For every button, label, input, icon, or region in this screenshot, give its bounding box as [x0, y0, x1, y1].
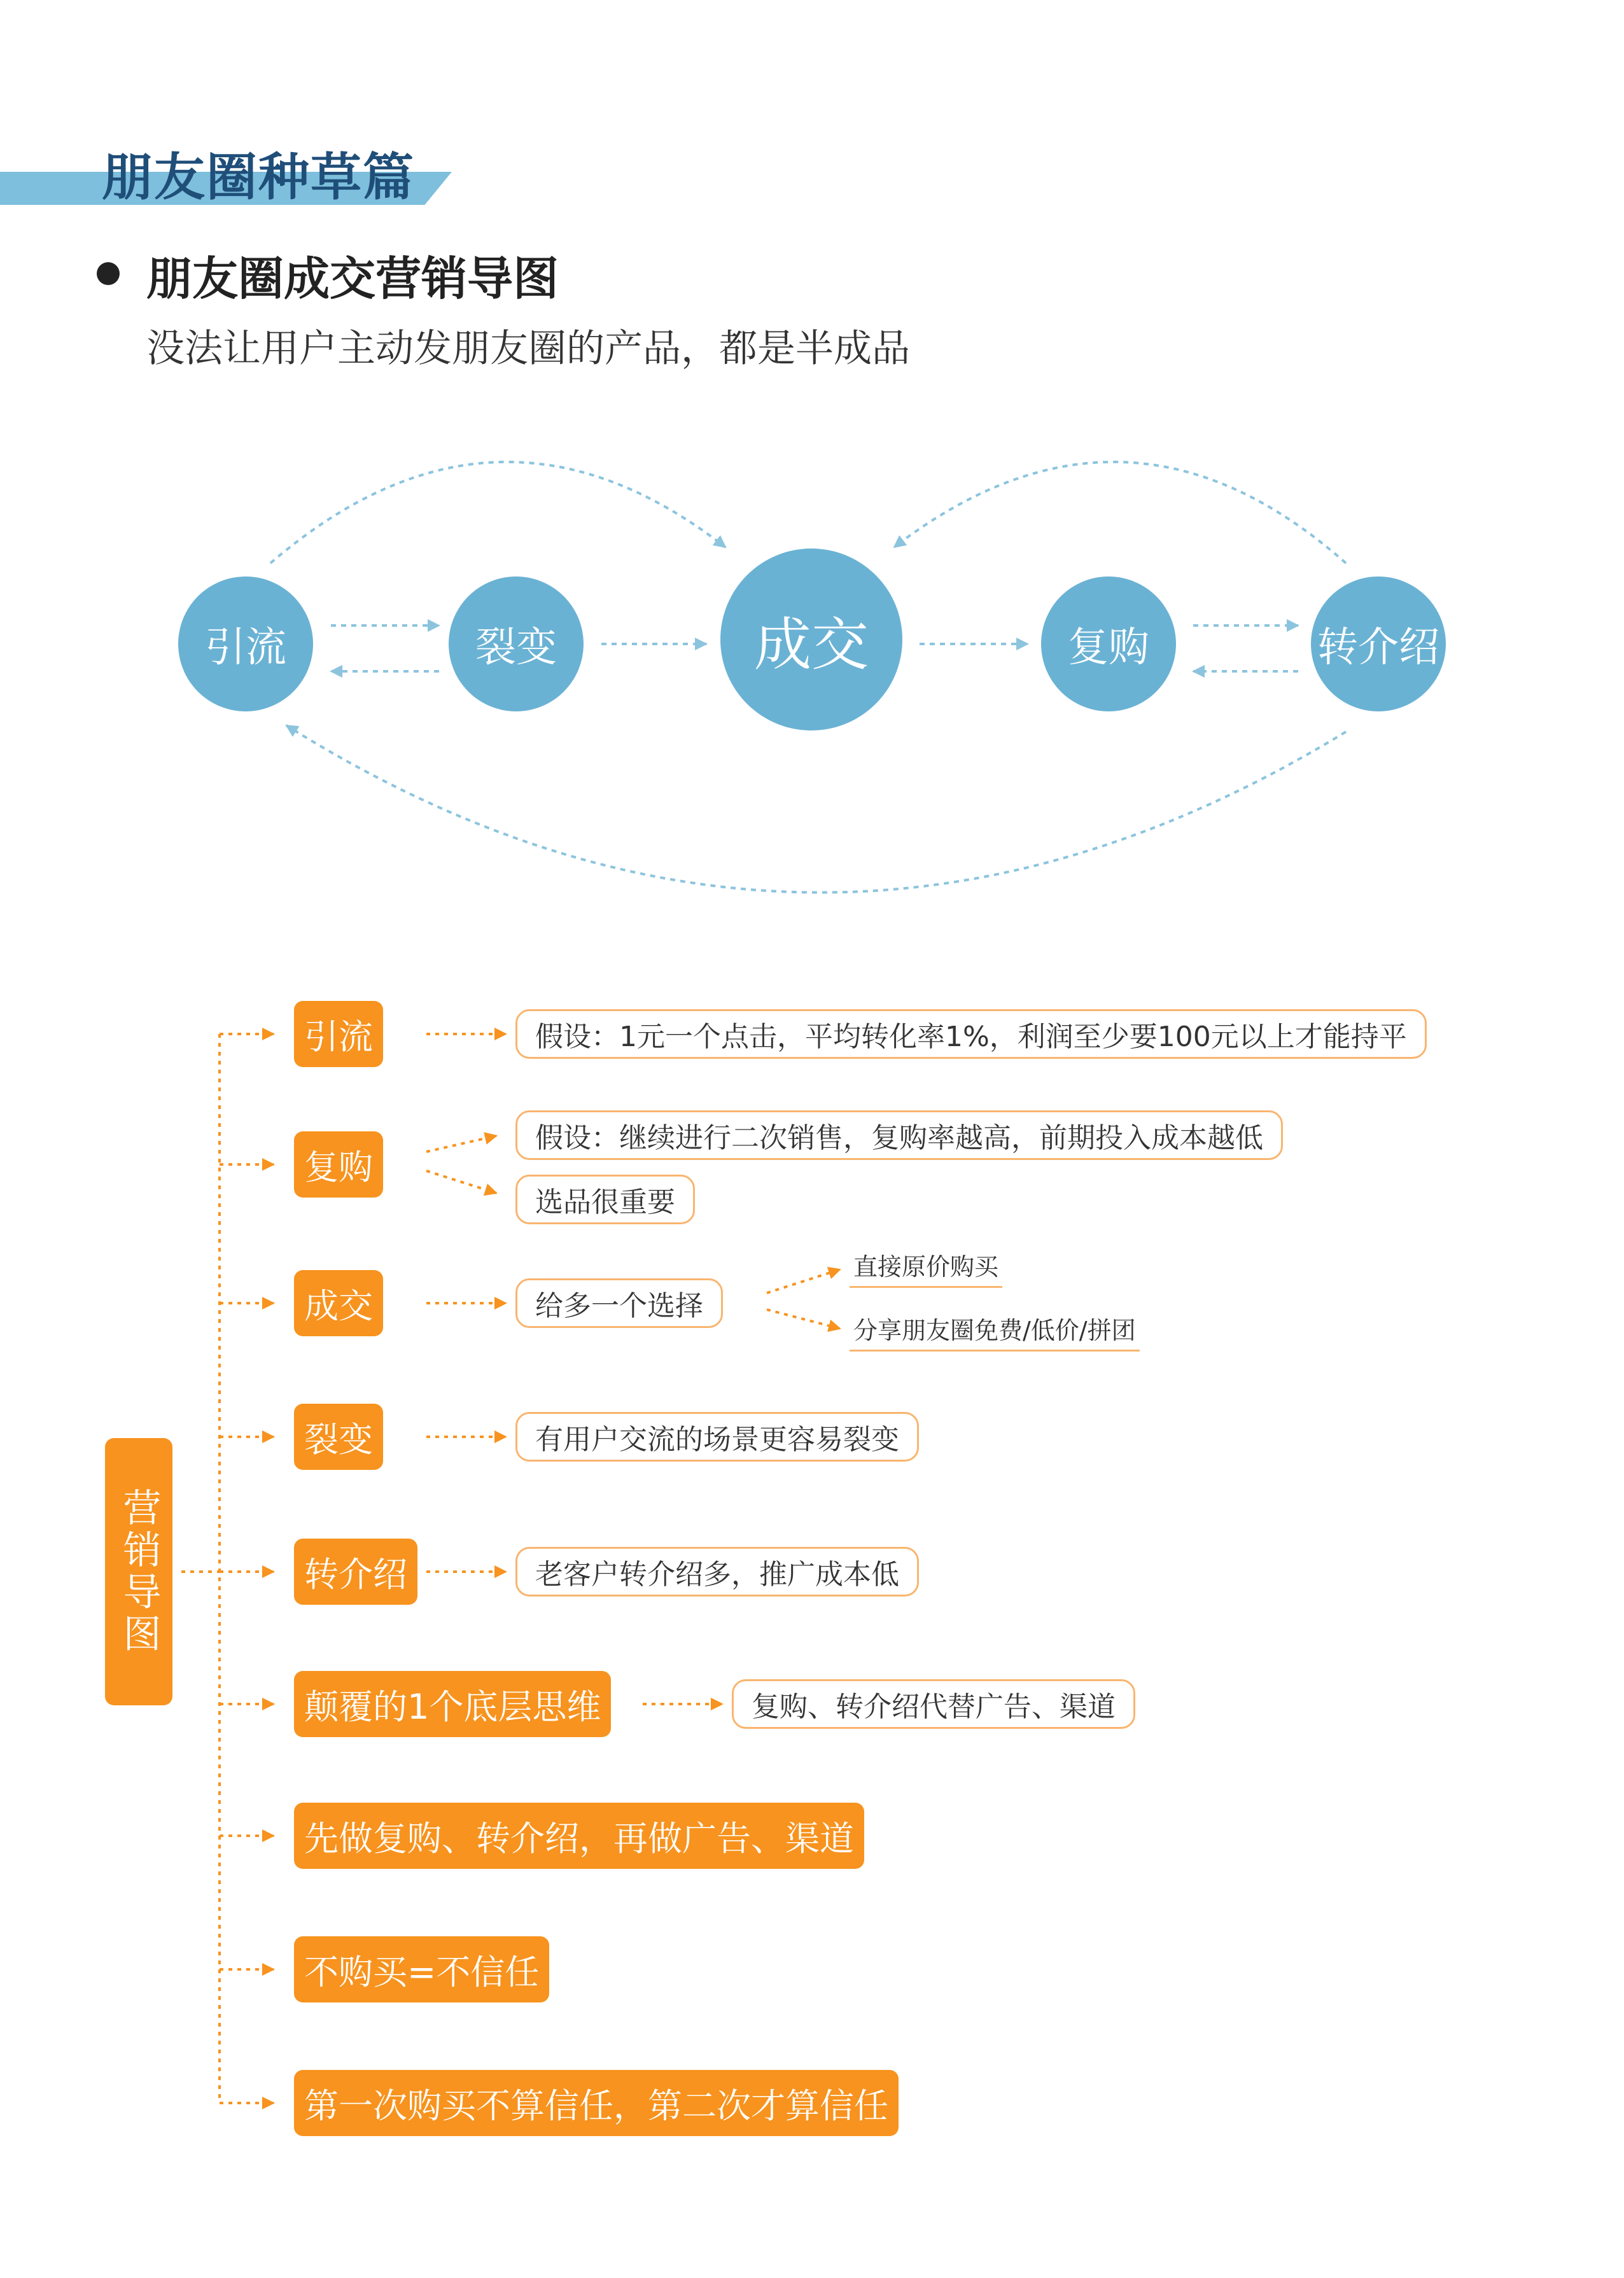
cycle-node-traffic: 引流: [178, 576, 313, 711]
detail-traffic-assumption: 假设：1元一个点击，平均转化率1%，利润至少要100元以上才能持平: [515, 1009, 1427, 1059]
detail-repurchase-assumption: 假设：继续进行二次销售，复购率越高，前期投入成本越低: [515, 1110, 1283, 1160]
detail-product-selection: 选品很重要: [515, 1175, 695, 1224]
branch-fission: 裂变: [294, 1404, 383, 1470]
detail-referral-cost: 老客户转介绍多，推广成本低: [515, 1547, 919, 1597]
branch-priority: 先做复购、转介绍，再做广告、渠道: [294, 1803, 864, 1869]
cycle-node-repurchase: 复购: [1041, 576, 1176, 711]
leaf-share-discount: 分享朋友圈免费/低价/拼团: [850, 1311, 1140, 1352]
detail-replace-ads: 复购、转介绍代替广告、渠道: [732, 1679, 1135, 1729]
branch-traffic: 引流: [294, 1001, 383, 1067]
section-title: 朋友圈种草篇: [102, 148, 415, 207]
subsection-title: 朋友圈成交营销导图: [146, 252, 559, 305]
cycle-node-fission: 裂变: [449, 576, 584, 711]
branch-referral: 转介绍: [294, 1539, 417, 1605]
leaf-full-price: 直接原价购买: [850, 1247, 1002, 1288]
detail-offer-choice: 给多一个选择: [515, 1278, 723, 1328]
branch-repurchase: 复购: [294, 1131, 383, 1198]
cycle-node-conversion: 成交: [720, 549, 902, 730]
detail-fission-scenario: 有用户交流的场景更容易裂变: [515, 1412, 919, 1462]
branch-core-thinking: 颠覆的1个底层思维: [294, 1671, 611, 1737]
branch-conversion: 成交: [294, 1270, 383, 1336]
branch-no-trust: 不购买=不信任: [294, 1936, 549, 2002]
branch-second-purchase-trust: 第一次购买不算信任，第二次才算信任: [294, 2070, 899, 2136]
mindmap-root: 营销导图: [105, 1438, 172, 1705]
cycle-node-referral: 转介绍: [1311, 576, 1446, 711]
subtitle: 没法让用户主动发朋友圈的产品，都是半成品: [146, 326, 910, 371]
